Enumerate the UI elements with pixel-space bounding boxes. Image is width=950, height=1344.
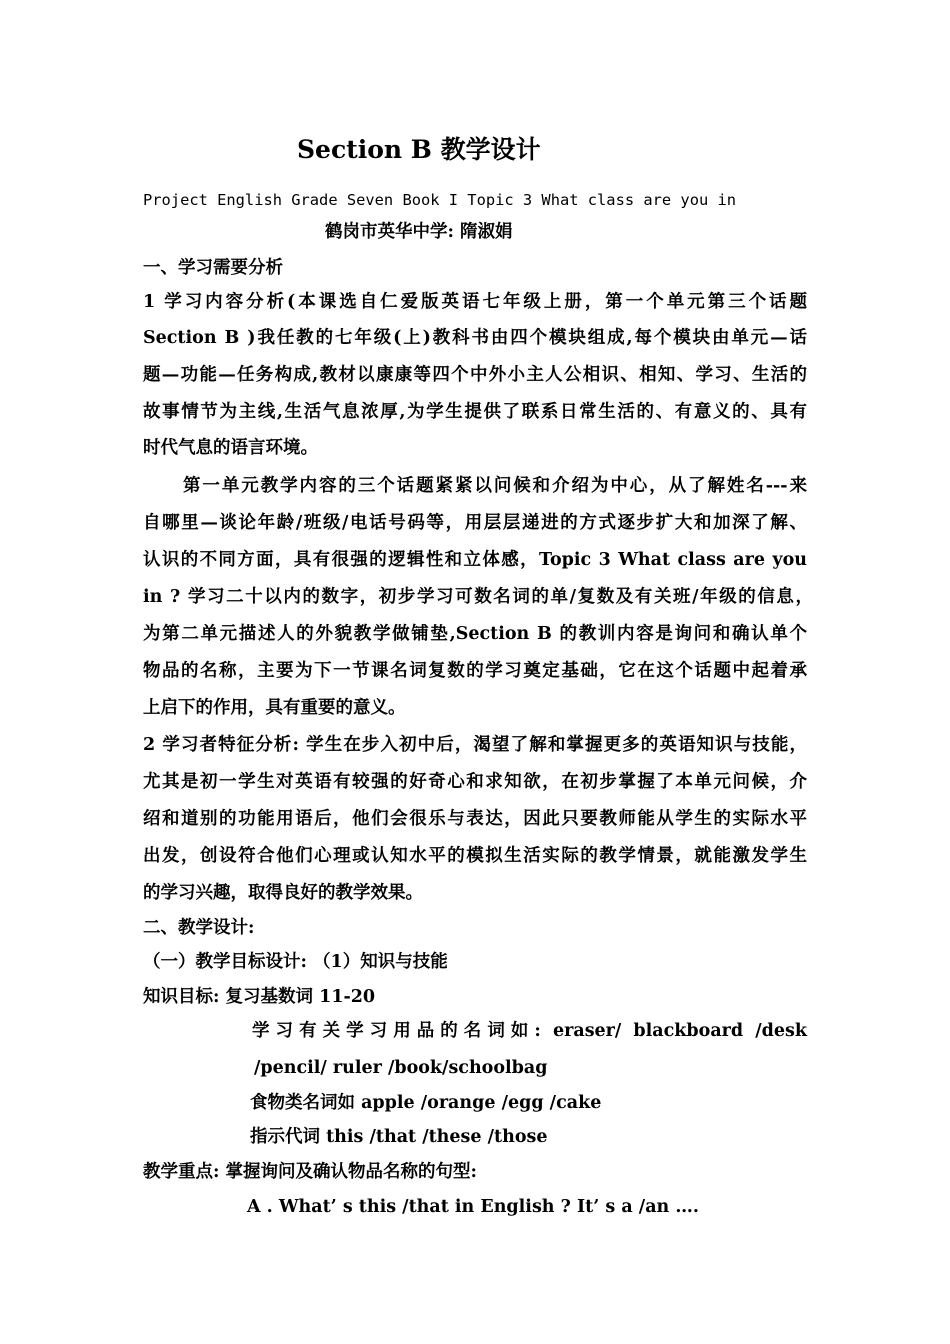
para3-line5: 的学习兴趣，取得良好的教学效果。 xyxy=(143,883,423,903)
document-subtitle: Project English Grade Seven Book I Topic 3 What class are you in xyxy=(143,191,737,209)
para3-line4: 出发，创设符合他们心理或认知水平的模拟生活实际的教学情景，就能激发学生 xyxy=(143,846,807,866)
para1-line3: 题—功能—任务构成,教材以康康等四个中外小主人公相识、相知、学习、生活的 xyxy=(143,365,807,385)
para3-line2: 尤其是初一学生对英语有较强的好奇心和求知欲，在初步掌握了本单元问候，介 xyxy=(143,772,807,792)
section1-heading: 一、学习需要分析 xyxy=(143,258,283,278)
knowledge-goal: 知识目标: 复习基数词 11-20 xyxy=(143,987,376,1007)
teaching-focus: 教学重点: 掌握询问及确认物品名称的句型: xyxy=(143,1162,478,1182)
author-line: 鹤岗市英华中学: 隋淑娟 xyxy=(325,222,513,242)
para3-line3: 绍和道别的功能用语后，他们会很乐与表达，因此只要教师能从学生的实际水平 xyxy=(143,809,807,829)
vocab-line2: /pencil/ ruler /book/schoolbag xyxy=(254,1058,548,1078)
para2-line3: 认识的不同方面，具有很强的逻辑性和立体感，Topic 3 What class are you xyxy=(143,550,807,570)
para2-line2: 自哪里—谈论年龄/班级/电话号码等，用层层递进的方式逐步扩大和加深了解、 xyxy=(143,513,807,533)
subsection1-heading: （一）教学目标设计: （1）知识与技能 xyxy=(143,952,448,972)
vocab-line1: 学习有关学习用品的名词如: eraser/ blackboard /desk xyxy=(252,1021,807,1041)
para2-line5: 为第二单元描述人的外貌教学做铺垫,Section B 的教训内容是询问和确认单个 xyxy=(143,624,807,644)
para2-line6: 物品的名称，主要为下一节课名词复数的学习奠定基础，它在这个话题中起着承 xyxy=(143,661,807,681)
demonstrative-pronouns-line: 指示代词 this /that /these /those xyxy=(250,1127,548,1147)
para1-line5: 时代气息的语言环境。 xyxy=(143,438,318,458)
section2-heading: 二、教学设计: xyxy=(143,918,255,938)
para3-line1: 2 学习者特征分析: 学生在步入初中后，渴望了解和掌握更多的英语知识与技能， xyxy=(143,735,807,755)
para2-line1: 第一单元教学内容的三个话题紧紧以问候和介绍为中心，从了解姓名---来 xyxy=(183,476,807,496)
para2-line4: in ? 学习二十以内的数字，初步学习可数名词的单/复数及有关班/年级的信息， xyxy=(143,587,813,607)
sentence-pattern-a: A . What’ s this /that in English ? It’ s a /an …. xyxy=(247,1197,699,1217)
para1-line2: Section B )我任教的七年级(上)教科书由四个模块组成,每个模块由单元—话 xyxy=(143,328,807,348)
para2-line7: 上启下的作用，具有重要的意义。 xyxy=(143,698,406,718)
para1-line1: 1 学习内容分析(本课选自仁爱版英语七年级上册，第一个单元第三个话题 xyxy=(143,292,807,312)
document-title: Section B 教学设计 xyxy=(297,135,541,164)
food-nouns-line: 食物类名词如 apple /orange /egg /cake xyxy=(250,1093,602,1113)
para1-line4: 故事情节为主线,生活气息浓厚,为学生提供了联系日常生活的、有意义的、具有 xyxy=(143,402,807,422)
